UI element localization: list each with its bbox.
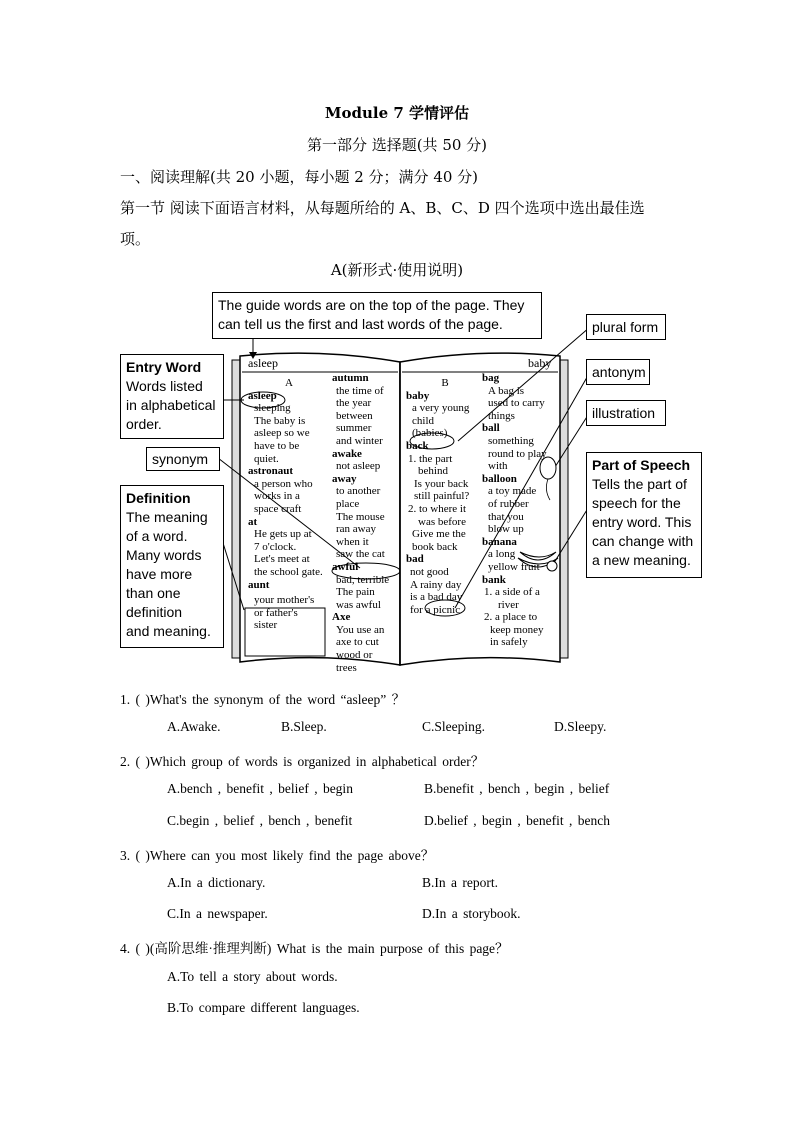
entry-line: Is your back [414, 477, 469, 490]
q2-option-b[interactable]: B.benefit , bench , begin , belief [424, 781, 610, 796]
definition-title: Definition [126, 490, 191, 506]
entry-line: sister [254, 619, 278, 632]
entry-line: A bag is [488, 384, 525, 397]
entry-line: when it [336, 535, 369, 548]
left-page-column-2 [332, 372, 398, 674]
entry-line: wood or [336, 649, 373, 662]
entry-line: not good [410, 565, 449, 578]
instruction-line-1: 第一节 阅读下面语言材料，从每题所给的 A、B、C、D 四个选项中选出最佳选 [120, 199, 645, 217]
q1-option-c[interactable]: C.Sleeping. [422, 719, 485, 734]
entry-line: asleep so we [254, 427, 310, 440]
left-page-column-1 [248, 377, 330, 632]
q3-option-a[interactable]: A.In a dictionary. [167, 875, 266, 890]
entry-line: blow up [488, 523, 524, 536]
entry-line: between [336, 409, 373, 422]
entry-line: still painful? [414, 490, 470, 503]
q4-option-a[interactable]: A.To tell a story about words. [167, 969, 338, 984]
right-page-column-2 [482, 372, 558, 649]
entry-line: 1. the part [408, 452, 453, 465]
q2-option-c[interactable]: C.begin , belief , bench , benefit [167, 813, 353, 828]
entry-line: or father's [254, 606, 298, 619]
entry-line: the time of [336, 384, 384, 397]
entry-line: used to carry [488, 397, 545, 410]
entry-line: behind [418, 465, 448, 478]
entry-line: axe to cut [336, 636, 379, 649]
definition-line: definition [126, 604, 183, 620]
question-1: 1. ( )What's the synonym of the word “asleep” ？ [120, 692, 406, 707]
instruction-line-2: 项。 [120, 230, 151, 248]
question-2: 2. ( )Which group of words is organized in alphabetical order？ [120, 754, 485, 769]
definition-line: and meaning. [126, 623, 211, 639]
entry-line: have to be [254, 439, 300, 452]
entry-line: was awful [336, 598, 381, 611]
guide-box-line: The guide words are on the top of the page. They [218, 297, 525, 313]
question-4: 4. ( )(高阶思维·推理判断) What is the main purpose of this page？ [120, 941, 509, 956]
entry-headword: awful [332, 560, 359, 573]
entry-headword: asleep [248, 389, 277, 402]
section-letter: B [441, 377, 449, 389]
q3-option-b[interactable]: B.In a report. [422, 875, 498, 890]
entry-line: a toy made [488, 485, 537, 498]
part-of-speech-title: Part of Speech [592, 457, 691, 473]
illustration-box: illustration [586, 400, 666, 426]
entry-headword: banana [482, 535, 517, 548]
entry-line: with [488, 460, 508, 473]
entry-line: book back [412, 540, 458, 553]
definition-line: of a word. [126, 528, 188, 544]
entry-line: bad, terrible [336, 573, 390, 586]
part-heading: 第一部分 选择题(共 50 分) [306, 136, 488, 154]
entry-line: your mother's [254, 594, 315, 607]
entry-headword: aunt [248, 578, 270, 591]
right-guide-word: baby [528, 356, 552, 370]
entry-headword: baby [406, 389, 430, 402]
entry-headword: Axe [332, 611, 351, 624]
entry-headword: balloon [482, 472, 517, 485]
entry-line: a very young [412, 402, 470, 415]
entry-line: saw the cat [336, 548, 385, 561]
entry-line: keep money [490, 623, 544, 636]
entry-line: A rainy day [410, 578, 462, 591]
entry-line: 2. to where it [408, 502, 467, 515]
entry-headword: autumn [332, 372, 369, 384]
entry-line: works in a [254, 490, 300, 503]
q3-option-c[interactable]: C.In a newspaper. [167, 906, 268, 921]
entry-headword: at [248, 515, 258, 528]
entry-line: yellow fruit [488, 560, 540, 573]
part-of-speech-line: entry word. This [592, 514, 692, 530]
plural-form-box: plural form [586, 314, 666, 340]
q1-option-d[interactable]: D.Sleepy. [554, 719, 607, 734]
entry-word-line: Words listed [126, 378, 203, 394]
entry-line: was before [418, 515, 466, 528]
entry-word-title: Entry Word [126, 359, 202, 375]
entry-line: to another [336, 485, 381, 498]
entry-line: quiet. [254, 452, 279, 465]
entry-line: 7 o'clock. [254, 540, 297, 553]
definition-line: have more [126, 566, 193, 582]
entry-line: 2. a place to [484, 611, 538, 624]
entry-line: The baby is [254, 414, 306, 427]
q4-option-b[interactable]: B.To compare different languages. [167, 1000, 360, 1015]
entry-headword: away [332, 472, 357, 485]
entry-line: 1. a side of a [484, 586, 540, 599]
entry-headword: bag [482, 372, 500, 384]
entry-line: sleeping [254, 402, 291, 415]
section-heading: 一、阅读理解(共 20 小题，每小题 2 分；满分 40 分) [120, 168, 479, 186]
antonym-box: antonym [586, 359, 650, 385]
part-of-speech-line: speech for the [592, 495, 681, 511]
passage-title: A(新形式·使用说明) [330, 261, 464, 279]
definition-line: Many words [126, 547, 202, 563]
entry-word-line: in alphabetical [126, 397, 216, 413]
part-of-speech-box [586, 452, 702, 578]
entry-line: something [488, 434, 534, 447]
entry-line: not asleep [336, 460, 381, 473]
entry-line: child [412, 414, 434, 427]
entry-line: a long [488, 548, 516, 561]
q1-option-b[interactable]: B.Sleep. [281, 719, 327, 734]
dictionary-figure [120, 290, 705, 674]
entry-word-box [120, 354, 224, 439]
entry-line: for a picnic [410, 603, 461, 616]
part-of-speech-line: a new meaning. [592, 552, 691, 568]
entry-line: things [488, 409, 515, 422]
entry-line: space craft [254, 502, 302, 515]
entry-line: the school gate. [254, 565, 323, 578]
definition-line: than one [126, 585, 181, 601]
definition-box [120, 485, 224, 648]
section-letter: A [285, 377, 293, 389]
entry-line: and winter [336, 434, 383, 447]
entry-word-line: order. [126, 416, 162, 432]
part-of-speech-line: can change with [592, 533, 694, 549]
entry-line: ran away [336, 523, 377, 536]
q2-option-a[interactable]: A.bench , benefit , belief , begin [167, 781, 353, 796]
entry-line: He gets up at [254, 528, 312, 541]
entry-line: summer [336, 422, 372, 435]
entry-headword: ball [482, 422, 500, 435]
entry-line: of rubber [488, 497, 529, 510]
page-title: Module 7 学情评估 [324, 104, 470, 122]
entry-line: a person who [254, 477, 313, 490]
entry-headword: astronaut [248, 465, 294, 478]
q1-option-a[interactable]: A.Awake. [167, 719, 221, 734]
entry-line: trees [336, 661, 357, 674]
entry-line: You use an [336, 623, 385, 636]
definition-line: The meaning [126, 509, 208, 525]
entry-line: (babies) [412, 427, 448, 440]
q3-option-d[interactable]: D.In a storybook. [422, 906, 521, 921]
entry-line: river [498, 598, 519, 611]
question-3: 3. ( )Where can you most likely find the page above？ [120, 848, 435, 863]
entry-line: is a bad day [410, 591, 463, 604]
entry-headword: awake [332, 447, 362, 460]
entry-line: that you [488, 510, 524, 523]
entry-line: round to play [488, 447, 547, 460]
entry-line: The mouse [336, 510, 385, 523]
guide-box-line: can tell us the first and last words of the page. [218, 316, 503, 332]
entry-headword: back [406, 439, 429, 452]
part-of-speech-line: Tells the part of [592, 476, 687, 492]
entry-line: Give me the [412, 528, 466, 541]
synonym-box: synonym [146, 447, 220, 471]
entry-headword: bad [406, 553, 424, 566]
entry-line: the year [336, 397, 372, 410]
entry-line: The pain [336, 586, 375, 599]
right-page-column-1 [406, 377, 484, 616]
entry-headword: bank [482, 573, 506, 586]
guide-words-box [212, 292, 542, 339]
entry-line: in safely [490, 636, 528, 649]
entry-line: Let's meet at [254, 553, 310, 566]
q2-option-d[interactable]: D.belief , begin , benefit , bench [424, 813, 610, 828]
left-guide-word: asleep [248, 356, 278, 370]
entry-line: place [336, 497, 360, 510]
